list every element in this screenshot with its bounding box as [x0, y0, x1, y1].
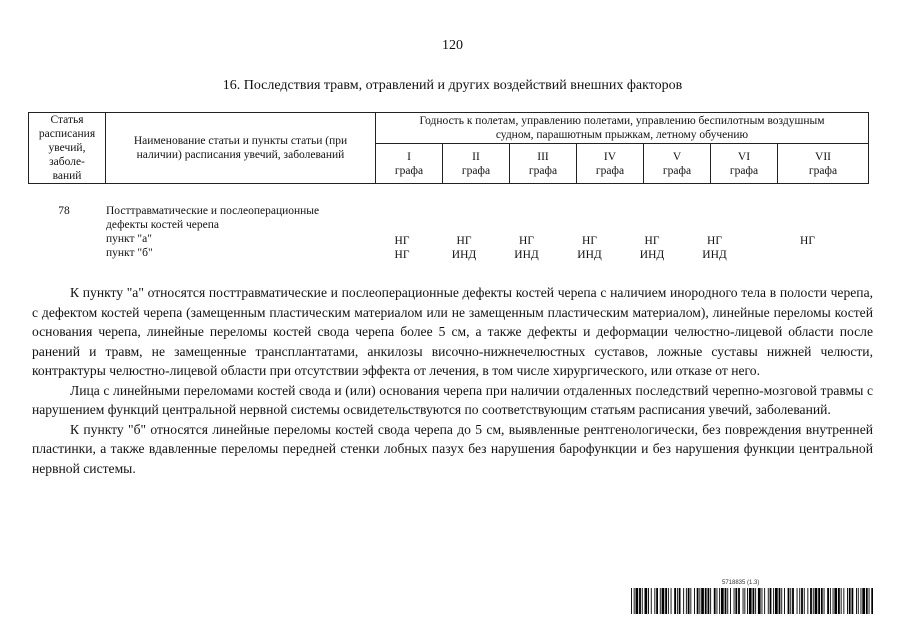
item-label-b: пункт "б"	[106, 247, 153, 259]
column-header-6: VI графа	[711, 144, 778, 184]
value-cell: ИНД	[702, 249, 727, 261]
item-label-a: пункт "а"	[106, 233, 152, 245]
fitness-group-header: Годность к полетам, управлению полетами, управлению беспилотным воздушным судном, парашютным прыжкам, летному обучению	[376, 113, 869, 144]
article-column-header: Статья расписания увечий, заболе- ваний	[29, 113, 106, 184]
value-cell: НГ	[519, 235, 534, 247]
column-header-4: IV графа	[577, 144, 644, 184]
barcode-label: 5718835 (1.3)	[722, 580, 760, 586]
article-number: 78	[58, 205, 70, 217]
value-cell: НГ	[644, 235, 660, 247]
column-header-3: III графа	[510, 144, 577, 184]
value-cell: ИНД	[639, 249, 665, 261]
value-cell: НГ	[800, 235, 815, 247]
paragraph: К пункту "б" относятся линейные переломы костей свода черепа до 5 см, выявленные рентгенологически, без повреждения внутренней пластинки, а также вдавленные переломы передней стенки лобных пазух без нарушения барофункции и без нарушения функции центральной нервной системы.	[32, 421, 873, 476]
value-cell: НГ	[394, 249, 410, 261]
value-cell: ИНД	[451, 249, 477, 261]
body-text	[32, 283, 873, 478]
paragraph: К пункту "а" относятся посттравматические и послеоперационные дефекты костей черепа с наличием инородного тела в полости черепа, с дефектом костей черепа (замещенным пластическим материалом или не замещенным пластическим материалом), линейные переломы костей основания черепа, линейные переломы костей свода черепа более 5 см, а также дефекты и деформации челюстно-лицевой области после ранений и травм, не замещенные трансплантатами, анкилозы височно-нижнечелюстных суставов, ложные суставы нижней челюсти, контрактуры челюстно-лицевой области при отсутствии эффекта от лечения, в том числе хирургического, или отказе от него.	[32, 285, 873, 378]
section-title: 16. Последствия травм, отравлений и других воздействий внешних факторов	[222, 78, 683, 93]
value-cell: НГ	[394, 235, 410, 247]
page-number: 120	[442, 38, 463, 53]
value-cell: ИНД	[514, 249, 539, 261]
column-header-5: V графа	[644, 144, 711, 184]
barcode-icon	[631, 588, 873, 614]
value-cell: НГ	[582, 235, 597, 247]
column-header-1: I графа	[376, 144, 443, 184]
article-name: Посттравматические и послеоперационные дефекты костей черепа пункт "а" пункт "б"	[106, 204, 371, 260]
name-column-header: Наименование статьи и пункты статьи (при наличии) расписания увечий, заболеваний	[106, 113, 376, 184]
fitness-table-header	[28, 112, 869, 184]
column-header-2: II графа	[443, 144, 510, 184]
item-values-a	[28, 234, 869, 248]
value-cell: НГ	[707, 235, 722, 247]
value-cell: НГ	[456, 235, 472, 247]
item-values-b	[28, 248, 869, 262]
column-header-7: VII графа	[778, 144, 869, 184]
value-cell: ИНД	[577, 249, 602, 261]
paragraph: Лица с линейными переломами костей свода и (или) основания черепа при наличии отдаленных последствий черепно-мозговой травмы с нарушением функций центральной нервной системы освидетельствуются по соответствующим статьям расписания увечий, заболеваний.	[32, 382, 873, 417]
